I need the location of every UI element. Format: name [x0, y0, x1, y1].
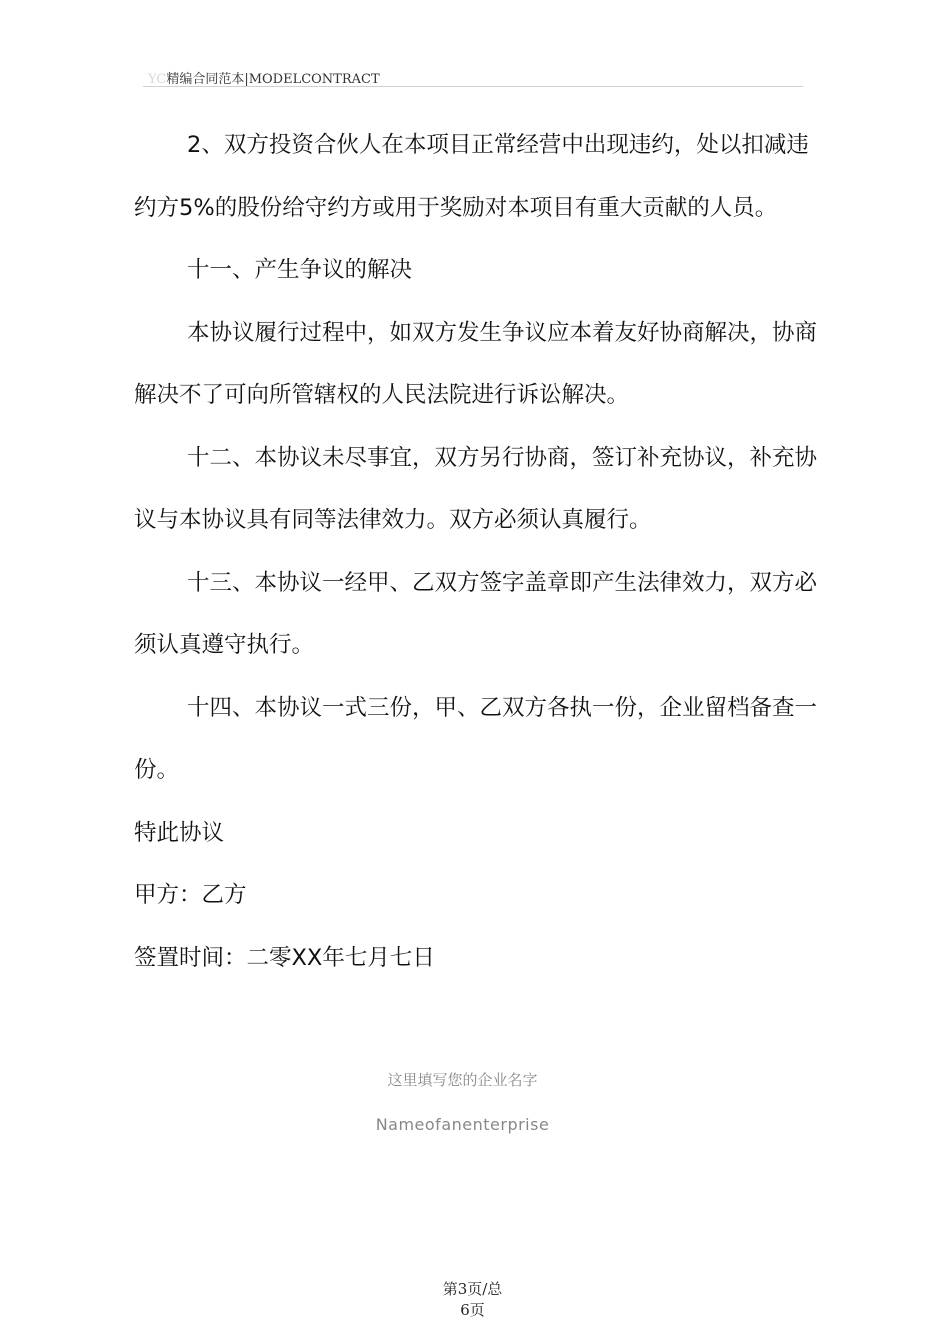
header-prefix: YC	[148, 72, 167, 87]
page-number-line2: 6页	[460, 1301, 485, 1319]
company-name-en: Nameofanenterprise	[375, 1115, 550, 1134]
paragraph-effectiveness: 十三、本协议一经甲、乙双方签字盖章即产生法律效力，双方必须认真遵守执行。	[134, 569, 818, 658]
company-name-cn: 这里填写您的企业名字	[387, 1071, 538, 1089]
page-number-line1: 第3页/总	[442, 1280, 503, 1298]
parties-line: 甲方：乙方	[134, 882, 247, 908]
header-title: 精编合同范本|MODELCONTRACT	[166, 72, 380, 87]
page-header	[148, 68, 380, 87]
paragraph-penalty: 2、双方投资合伙人在本项目正常经营中出现违约，处以扣减违约方5%的股份给守约方或用于奖励对本项目有重大贡献的人员。	[134, 132, 809, 221]
document-body	[134, 114, 824, 989]
page-number	[0, 1279, 945, 1321]
section-heading-disputes: 十一、产生争议的解决	[187, 257, 413, 283]
signing-date: 签置时间：二零XX年七月七日	[134, 944, 435, 971]
closing-statement: 特此协议	[134, 819, 225, 846]
header-divider	[143, 86, 803, 87]
paragraph-supplementary: 十二、本协议未尽事宜，双方另行协商，签订补充协议，补充协议与本协议具有同等法律效力。双方必须认真履行。	[134, 444, 818, 533]
paragraph-disputes: 本协议履行过程中，如双方发生争议应本着友好协商解决，协商解决不了可向所管辖权的人民法院进行诉讼解决。	[134, 319, 818, 408]
paragraph-copies: 十四、本协议一式三份，甲、乙双方各执一份，企业留档备查一份。	[134, 694, 818, 783]
